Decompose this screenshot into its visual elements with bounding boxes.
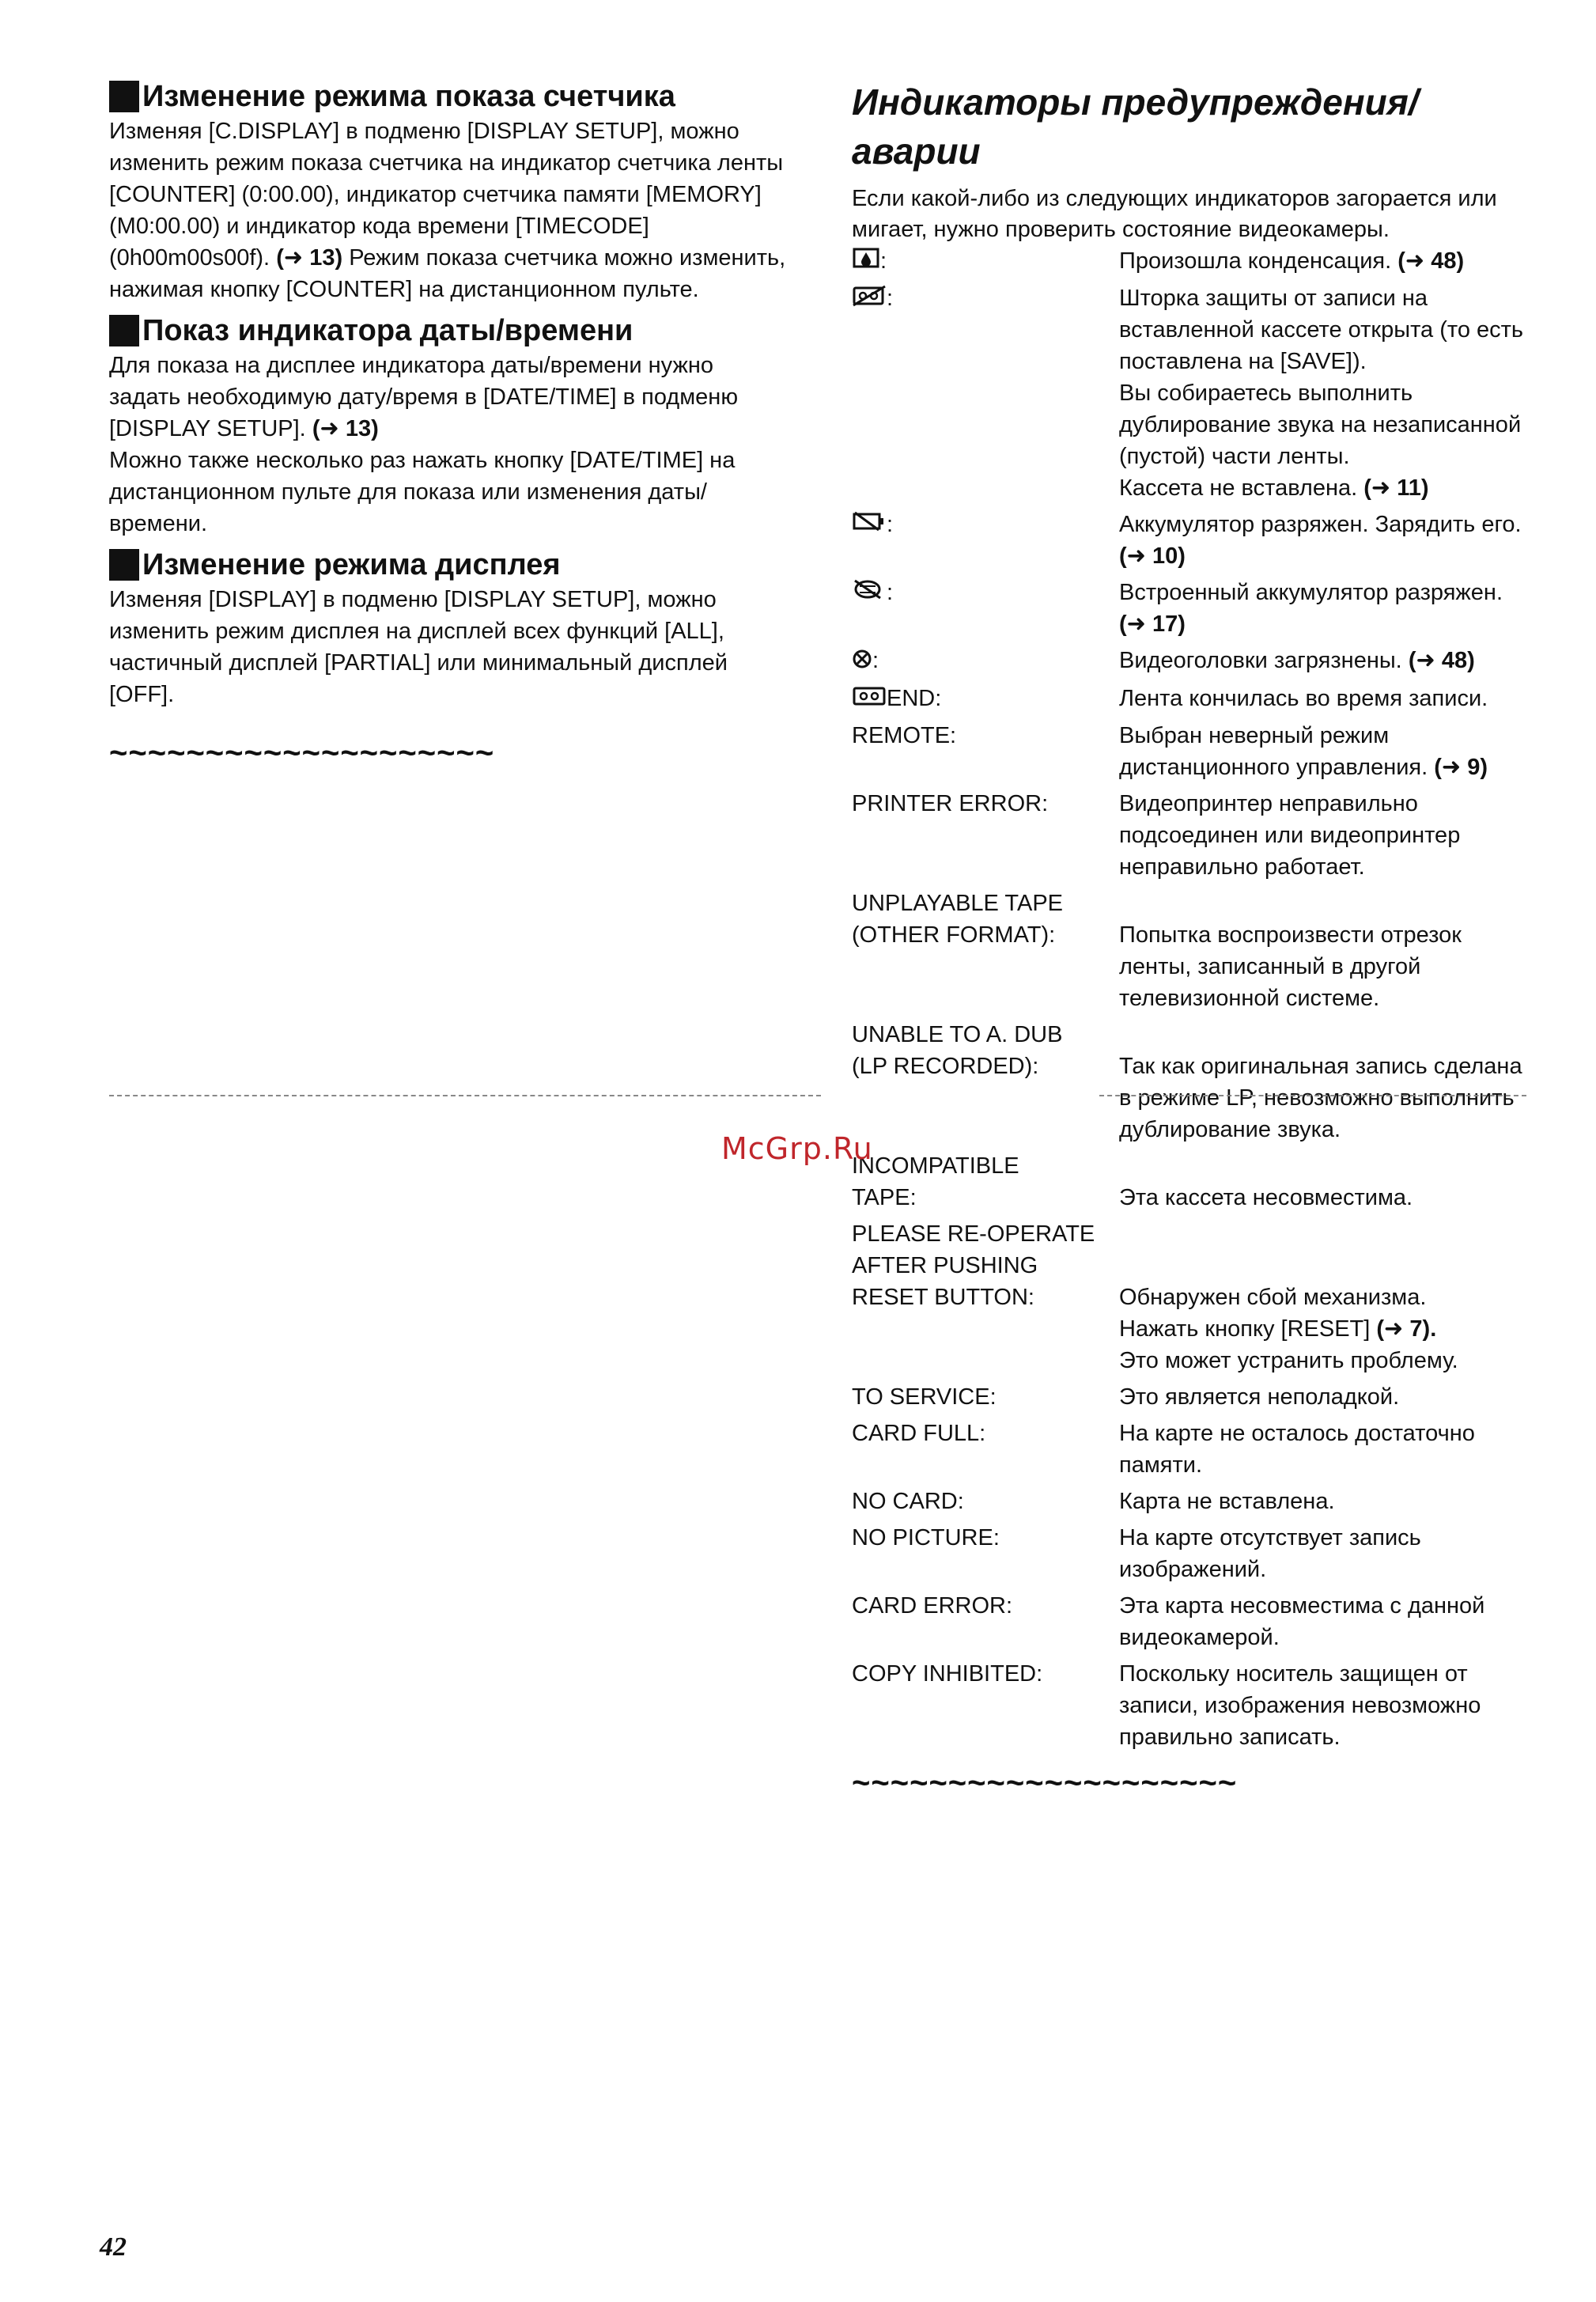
indicator-label: NO CARD: bbox=[852, 1489, 964, 1515]
battery-empty-icon bbox=[852, 509, 887, 542]
section-body-datetime: Для показа на дисплее индикатора даты/времени нужно задать необходимую дату/время в [DATE/TIME] в подменю [DISPLAY SETUP]. (➜ 13) bbox=[109, 353, 739, 441]
section-heading-display: Изменение режима дисплея bbox=[109, 546, 789, 584]
indicator-description: Попытка воспроизвести отрезок ленты, записанный в другой телевизионной системе. bbox=[1119, 922, 1462, 1012]
section-body-datetime-2: Можно также несколько раз нажать кнопку [DATE/TIME] на дистанционном пульте для показа или изменения даты/времени. bbox=[109, 448, 736, 536]
indicator-label: UNPLAYABLE TAPE bbox=[852, 891, 1064, 917]
indicator-description: Произошла конденсация. (➜ 48) bbox=[1119, 248, 1465, 274]
indicator-description bbox=[1119, 888, 1536, 919]
indicator-description: Видеопринтер неправильно подсоединен или видеопринтер неправильно работает. bbox=[1119, 791, 1461, 880]
page-reference: (➜ 48) bbox=[1408, 648, 1475, 674]
indicator-row bbox=[852, 1658, 1536, 1753]
indicator-row bbox=[852, 377, 1536, 472]
indicator-description: Эта кассета несовместима. bbox=[1119, 1185, 1413, 1211]
page-title: Индикаторы предупреждения/ аварии bbox=[852, 81, 1419, 172]
indicator-description: На карте не осталось достаточно памяти. bbox=[1119, 1421, 1475, 1479]
head-clog-icon bbox=[852, 646, 872, 678]
indicator-label bbox=[852, 472, 1119, 504]
indicator-row bbox=[852, 282, 1536, 377]
indicator-label bbox=[852, 377, 1119, 472]
tape-end-icon bbox=[852, 683, 887, 715]
indicator-label: TAPE: bbox=[852, 1185, 917, 1211]
indicator-label: TO SERVICE: bbox=[852, 1384, 997, 1410]
page-number: 42 bbox=[100, 2232, 127, 2262]
page-reference: (➜ 48) bbox=[1397, 248, 1465, 274]
indicator-label: (LP RECORDED): bbox=[852, 1054, 1039, 1080]
indicator-row bbox=[852, 1418, 1536, 1481]
indicator-label: PLEASE RE-OPERATE bbox=[852, 1221, 1095, 1248]
indicator-row bbox=[852, 683, 1536, 715]
indicator-row bbox=[852, 1051, 1536, 1145]
page-reference: (➜ 7). bbox=[1376, 1316, 1437, 1342]
indicator-row bbox=[852, 1522, 1536, 1585]
indicator-description: Нажать кнопку [RESET] (➜ 7). bbox=[1119, 1316, 1437, 1342]
indicator-description bbox=[1119, 1150, 1536, 1182]
indicator-description bbox=[1119, 1250, 1536, 1282]
indicator-row bbox=[852, 645, 1536, 677]
indicator-list bbox=[852, 245, 1536, 1753]
indicator-row bbox=[852, 1381, 1536, 1413]
indicator-label: AFTER PUSHING bbox=[852, 1253, 1038, 1279]
heading-square-icon bbox=[109, 81, 139, 112]
indicator-description: На карте отсутствует запись изображений. bbox=[1119, 1525, 1421, 1583]
indicator-description: Вы собираетесь выполнить дублирование звука на незаписанной (пустой) части ленты. bbox=[1119, 381, 1522, 470]
indicator-label: : bbox=[852, 245, 1119, 278]
indicator-row bbox=[852, 720, 1536, 783]
indicator-label: CARD ERROR: bbox=[852, 1593, 1013, 1619]
indicator-label: (OTHER FORMAT): bbox=[852, 922, 1056, 948]
indicator-row bbox=[852, 472, 1536, 504]
section-body-counter: Изменяя [C.DISPLAY] в подменю [DISPLAY SETUP], можно изменить режим показа счетчика на индикатор счетчика ленты [COUNTER] (0:00.00), индикатор счетчика памяти [MEMORY] (M0:00.00) и индикатор кода времени [TIMECODE] (0h00m00s00f). (➜ 13) Режим показа счетчика можно изменить, нажимая кнопку [COUNTER] на дистанционном пульте. bbox=[109, 119, 786, 302]
indicator-label bbox=[852, 1313, 1119, 1345]
indicator-label: UNABLE TO A. DUB bbox=[852, 1022, 1063, 1048]
cassette-protect-icon bbox=[852, 284, 887, 316]
heading-square-icon bbox=[109, 315, 139, 346]
indicator-row bbox=[852, 1150, 1536, 1182]
indicator-label: : bbox=[852, 645, 1119, 677]
indicator-description: Карта не вставлена. bbox=[1119, 1489, 1335, 1515]
indicator-description bbox=[1119, 1218, 1536, 1250]
indicator-row bbox=[852, 1250, 1536, 1282]
section-heading-datetime: Показ индикатора даты/времени bbox=[109, 312, 789, 350]
indicator-description: Видеоголовки загрязнены. (➜ 48) bbox=[1119, 648, 1475, 674]
indicator-label: : bbox=[852, 577, 1119, 640]
indicator-row bbox=[852, 1282, 1536, 1313]
indicator-row bbox=[852, 788, 1536, 883]
indicator-label: PRINTER ERROR: bbox=[852, 791, 1049, 817]
indicator-description: Это является неполадкой. bbox=[1119, 1384, 1400, 1410]
indicator-description bbox=[1119, 1019, 1536, 1051]
indicator-row bbox=[852, 888, 1536, 919]
indicator-description: Выбран неверный режим дистанционного управления. (➜ 9) bbox=[1119, 723, 1488, 781]
indicator-row bbox=[852, 1218, 1536, 1250]
page-reference: (➜ 17) bbox=[1119, 611, 1186, 638]
indicator-row bbox=[852, 509, 1536, 572]
indicator-label bbox=[852, 1345, 1119, 1376]
left-column bbox=[109, 78, 789, 769]
heading-square-icon bbox=[109, 549, 139, 581]
indicator-label: : bbox=[852, 282, 1119, 377]
indicator-row bbox=[852, 1019, 1536, 1051]
indicator-row bbox=[852, 1590, 1536, 1653]
indicator-description: Обнаружен сбой механизма. bbox=[1119, 1285, 1427, 1311]
indicator-description: Поскольку носитель защищен от записи, изображения невозможно правильно записать. bbox=[1119, 1661, 1481, 1751]
indicator-description: Лента кончилась во время записи. bbox=[1119, 685, 1488, 711]
section-body-display: Изменяя [DISPLAY] в подменю [DISPLAY SETUP], можно изменить режим дисплея на дисплей всех функций [ALL], частичный дисплей [PARTIAL] или минимальный дисплей [OFF]. bbox=[109, 587, 728, 707]
wave-divider: ~~~~~~~~~~~~~~~~~~~~ bbox=[109, 736, 495, 770]
indicator-label: END: bbox=[852, 683, 1119, 715]
builtin-battery-icon bbox=[852, 577, 887, 610]
scan-dash-left bbox=[109, 1095, 821, 1096]
indicator-description: Это может устранить проблему. bbox=[1119, 1348, 1458, 1374]
indicator-description: Эта карта несовместима с данной видеокамерой. bbox=[1119, 1593, 1485, 1651]
indicator-row bbox=[852, 1486, 1536, 1517]
scan-dash-right bbox=[1099, 1095, 1526, 1096]
indicator-label: INCOMPATIBLE bbox=[852, 1153, 1019, 1179]
indicator-row bbox=[852, 245, 1536, 278]
indicator-label: REMOTE: bbox=[852, 723, 957, 749]
right-column bbox=[852, 78, 1536, 1799]
condensation-icon bbox=[852, 246, 880, 278]
indicator-label: NO PICTURE: bbox=[852, 1525, 1000, 1551]
indicator-row bbox=[852, 1313, 1536, 1345]
page-reference: (➜ 9) bbox=[1434, 755, 1488, 781]
watermark: McGrp.Ru bbox=[721, 1131, 873, 1166]
page-reference: (➜ 10) bbox=[1119, 543, 1186, 570]
indicator-label: CARD FULL: bbox=[852, 1421, 986, 1447]
indicator-row bbox=[852, 577, 1536, 640]
indicator-row bbox=[852, 919, 1536, 1014]
page-reference: (➜ 11) bbox=[1363, 475, 1429, 502]
indicator-description: Так как оригинальная запись сделана в режиме LP, невозможно выполнить дублирование звука. bbox=[1119, 1054, 1522, 1143]
indicator-row bbox=[852, 1182, 1536, 1213]
indicator-description: Кассета не вставлена. (➜ 11) bbox=[1119, 475, 1429, 502]
section-heading-counter: Изменение режима показа счетчика bbox=[109, 78, 789, 115]
intro-text: Если какой-либо из следующих индикаторов загорается или мигает, нужно проверить состояние видеокамеры. bbox=[852, 186, 1497, 242]
indicator-description: Шторка защиты от записи на вставленной кассете открыта (то есть поставлена на [SAVE]). bbox=[1119, 286, 1524, 375]
indicator-label: : bbox=[852, 509, 1119, 572]
wave-divider: ~~~~~~~~~~~~~~~~~~~~ bbox=[852, 1766, 1238, 1801]
indicator-description: Аккумулятор разряжен. Зарядить его. (➜ 10) bbox=[1119, 512, 1522, 570]
indicator-label: COPY INHIBITED: bbox=[852, 1661, 1043, 1687]
indicator-row bbox=[852, 1345, 1536, 1376]
indicator-label: RESET BUTTON: bbox=[852, 1285, 1034, 1311]
indicator-description: Встроенный аккумулятор разряжен. (➜ 17) bbox=[1119, 580, 1503, 638]
